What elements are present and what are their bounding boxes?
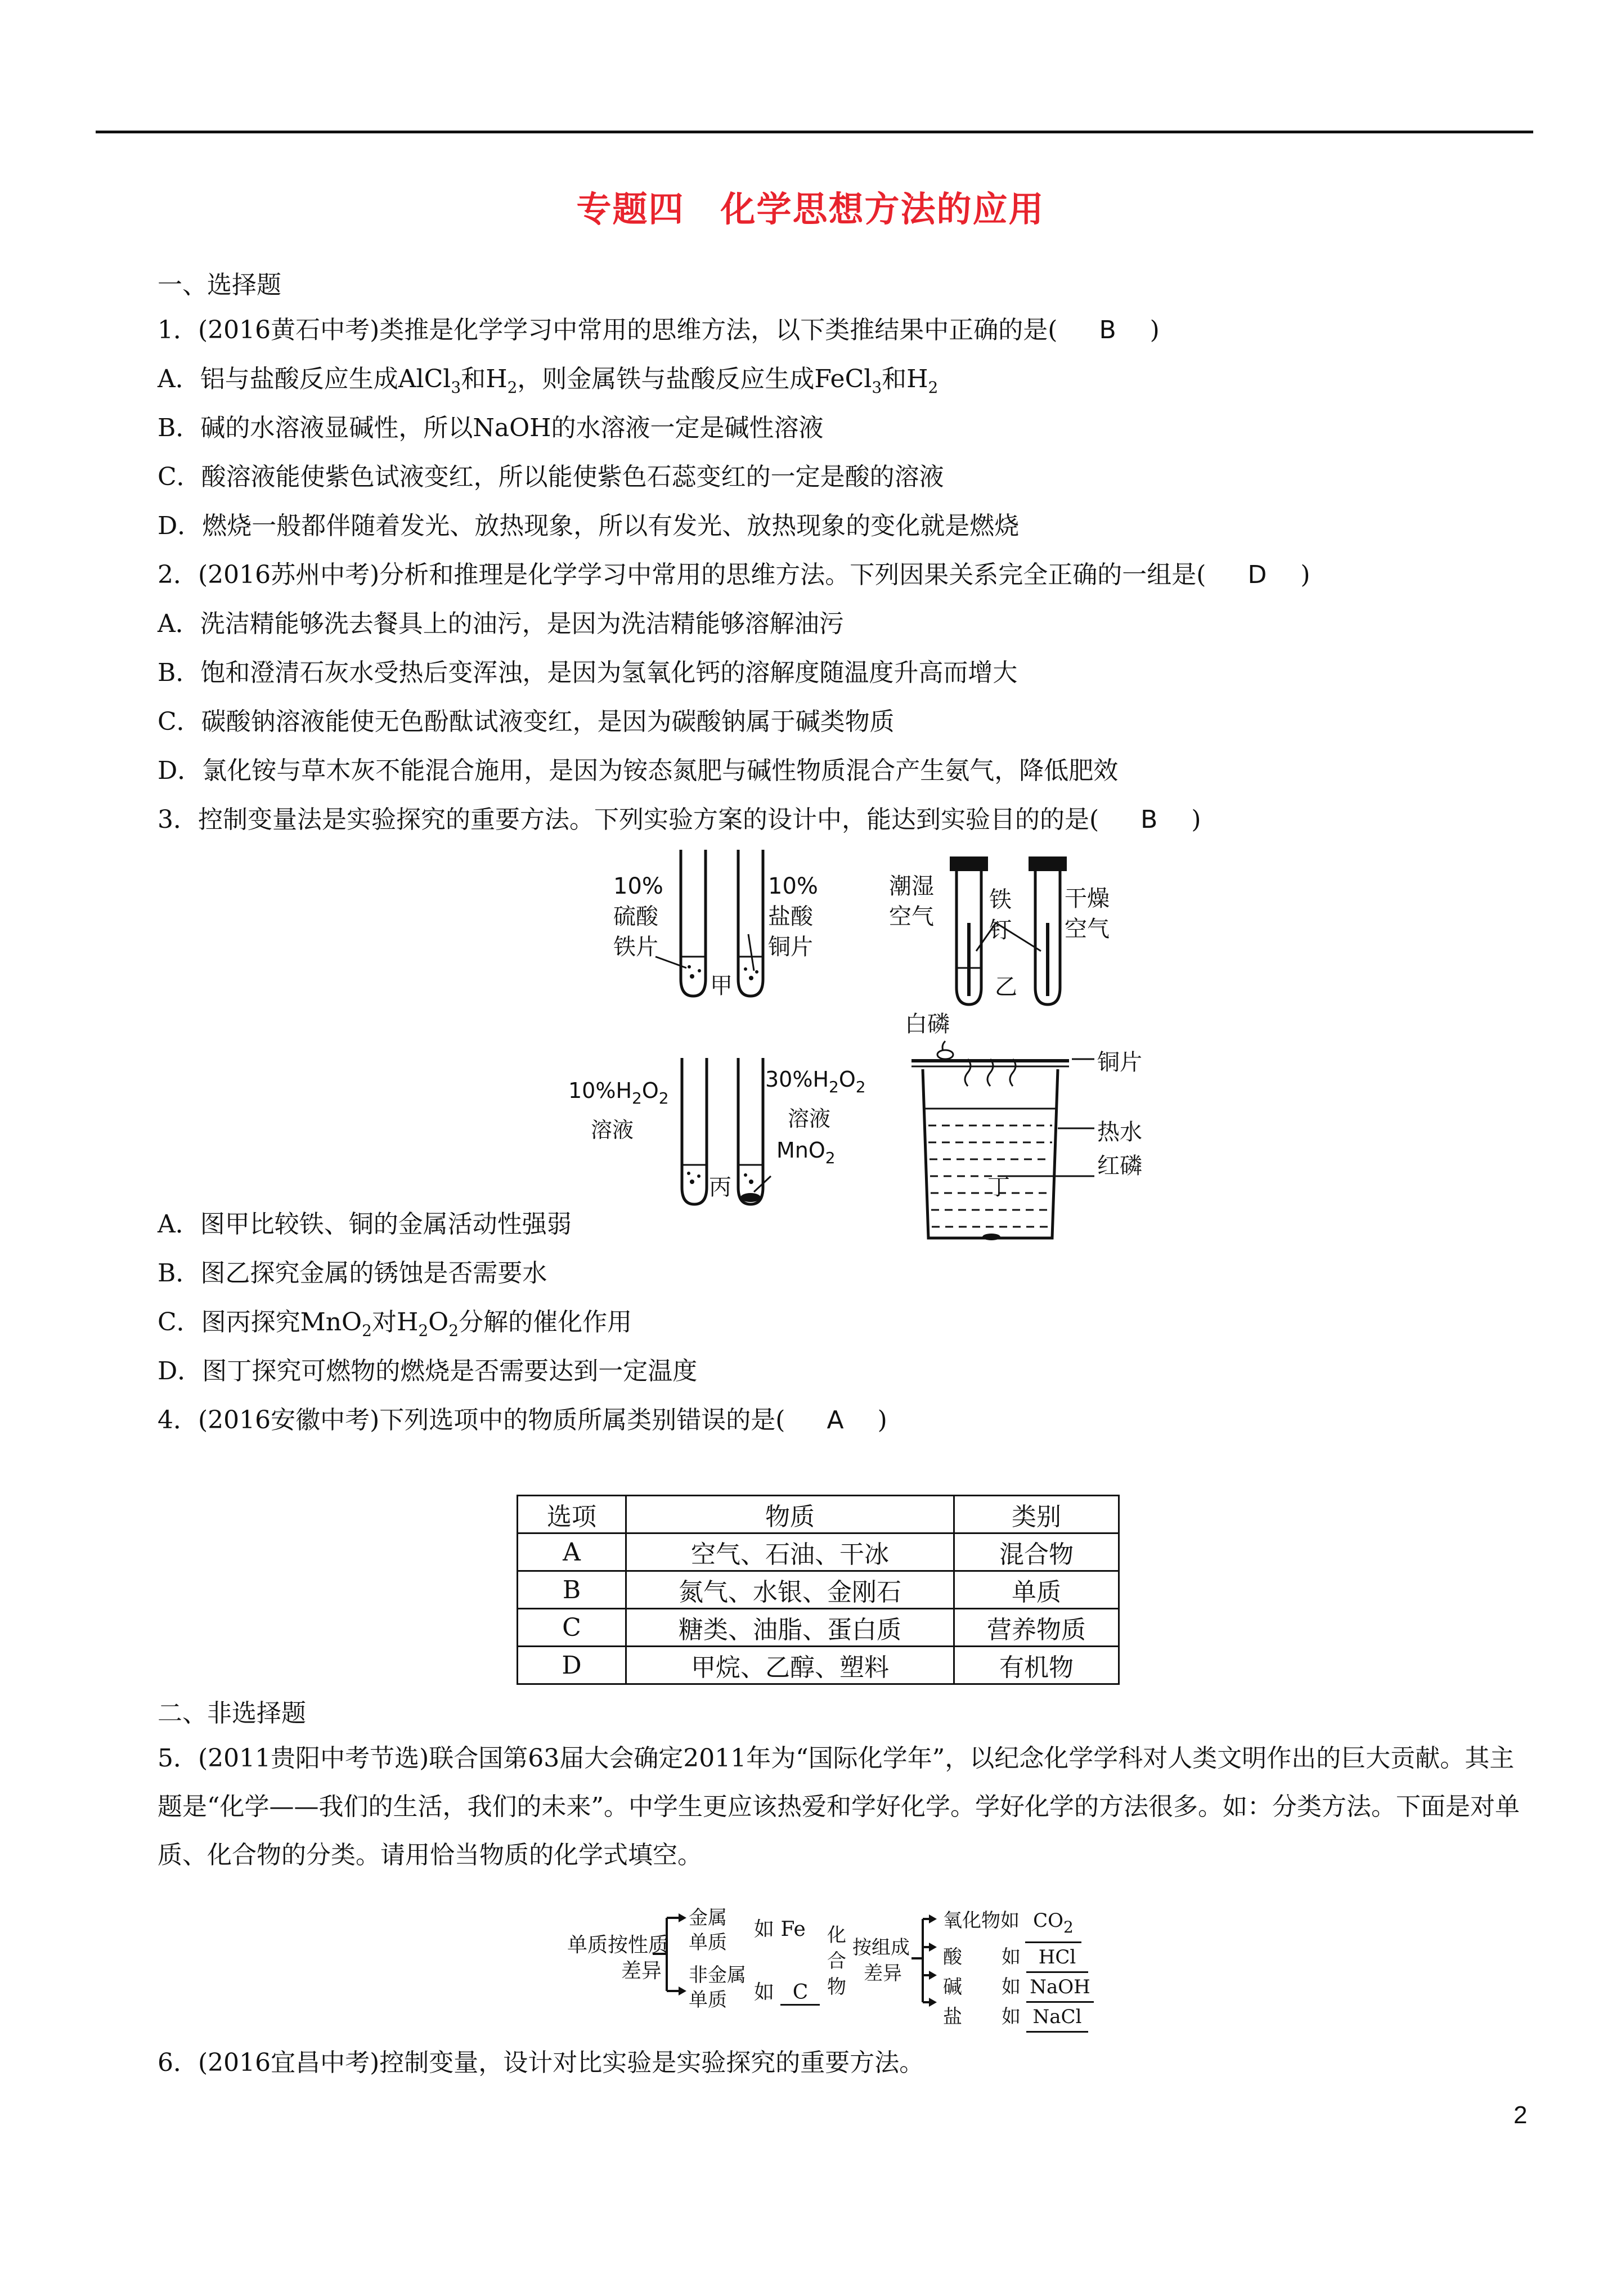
tree-nonmetal-example: [754, 1976, 820, 2006]
tree-acid-answer: HCl: [1026, 1943, 1088, 1973]
yi-mid-label-1: 铁: [989, 887, 1012, 913]
jia-right-label-2: 盐酸: [768, 904, 813, 930]
q3-c-text1: C．图丙探究MnO: [158, 1308, 362, 1337]
table-cell: 糖类、油脂、蛋白质: [626, 1609, 954, 1647]
tree-oxide: 氧化物: [943, 1909, 1000, 1932]
q2-option-c: C．碳酸钠溶液能使无色酚酞试液变红，是因为碳酸钠属于碱类物质: [158, 707, 895, 736]
q4-close: ): [877, 1406, 887, 1434]
q2-stem-text: 2．(2016苏州中考)分析和推理是化学学习中常用的思维方法。下列因果关系完全正确的一组是(: [158, 560, 1206, 589]
section-heading-nonchoice: 二、非选择题: [158, 1699, 306, 1728]
tree-ru: 如: [1002, 2006, 1021, 2028]
tree-root-diff: 差异: [621, 1959, 662, 1983]
q1-a-sub4: 2: [928, 378, 939, 397]
q3-close: ): [1191, 805, 1201, 834]
q1-a-sub2: 2: [507, 378, 518, 397]
q1-a-text3: ，则金属铁与盐酸反应生成FeCl: [517, 365, 872, 393]
tree-salt-row: [943, 2003, 1094, 2033]
tree-root-label: [567, 1932, 668, 1984]
q3-c-text2: 对H: [371, 1308, 419, 1337]
q3-c-text4: 分解的催化作用: [459, 1308, 632, 1337]
tree-salt-answer: NaCl: [1026, 2003, 1088, 2033]
q1-a-sub3: 3: [872, 378, 882, 397]
tree-acid: 酸: [943, 1946, 962, 1968]
q3-option-d: D．图丁探究可燃物的燃烧是否需要达到一定温度: [158, 1357, 698, 1385]
section-heading-choice: 一、选择题: [158, 271, 281, 299]
jia-left-label-1: 10%: [613, 873, 663, 899]
bing-l1-text: 10%H: [568, 1078, 632, 1103]
tree-oxide-answer-text: CO: [1033, 1909, 1064, 1932]
q6-text: 6．(2016宜昌中考)控制变量，设计对比实验是实验探究的重要方法。: [158, 2048, 924, 2077]
tree-compound: [827, 1922, 846, 2000]
q2-option-b: B．饱和澄清石灰水受热后变浑浊，是因为氢氧化钙的溶解度随温度升高而增大: [158, 658, 1018, 687]
table-header-cell: 选项: [518, 1496, 626, 1533]
yi-right-label-2: 空气: [1065, 916, 1110, 942]
table-cell: 混合物: [954, 1533, 1119, 1571]
q2-option-a: A．洗洁精能够洗去餐具上的油污，是因为洗洁精能够溶解油污: [158, 609, 844, 638]
table-cell: B: [518, 1571, 626, 1609]
bing-r1-sub1: 2: [829, 1078, 839, 1096]
q3-c-sub1: 2: [362, 1321, 372, 1340]
ding-label-red-phosphorus: 红磷: [1097, 1153, 1142, 1179]
tree-oxide-row: [943, 1907, 1094, 1943]
q3-c-sub2: 2: [418, 1321, 429, 1340]
tree-metal-2: 单质: [689, 1931, 727, 1954]
q1-a-text4: 和H: [882, 365, 928, 393]
ding-label-white-phosphorus: 白磷: [905, 1011, 950, 1037]
bing-r1-text2: O: [838, 1067, 856, 1092]
bing-l1-sub2: 2: [658, 1089, 669, 1107]
tree-nonmetal-2: 单质: [689, 1989, 727, 2011]
tree-metal: [689, 1905, 727, 1955]
table-header-cell: 类别: [954, 1496, 1119, 1533]
figure-caption-bing: 丙: [709, 1174, 731, 1200]
tree-compound-types: [943, 1907, 1094, 2033]
bing-r1-sub2: 2: [855, 1078, 866, 1096]
tree-root-row2: [567, 1958, 668, 1984]
tree-compound-2: 合: [827, 1950, 846, 1972]
q4-stem-text: 4．(2016安徽中考)下列选项中的物质所属类别错误的是(: [158, 1406, 785, 1434]
bing-l1-sub1: 2: [632, 1089, 642, 1107]
page-title: 专题四 化学思想方法的应用: [576, 189, 1045, 230]
q1-option-d: D．燃烧一般都伴随着发光、放热现象，所以有发光、放热现象的变化就是燃烧: [158, 512, 1020, 540]
tree-root-word1: 单质: [567, 1934, 608, 1957]
figure-caption-jia: 甲: [710, 973, 733, 999]
bing-r3-sub: 2: [825, 1149, 836, 1167]
jia-left-label-2: 硫酸: [613, 904, 658, 930]
tree-compound-1: 化: [827, 1924, 846, 1947]
q5-text: 5．(2011贵阳中考节选)联合国第63届大会确定2011年为“国际化学年”，以纪念化学学科对人类文明作出的巨大贡献。其主题是“化学——我们的生活，我们的未来”。中学生更应该热爱和学好化学。学好化学的方法很多。如：分类方法。下面是对单质、化合物的分类。请用恰当物质的化学式填空。: [158, 1744, 1520, 1869]
table-cell: 有机物: [954, 1647, 1119, 1684]
bing-r1-text: 30%H: [765, 1067, 829, 1092]
tree-metal-example: 如 Fe: [754, 1918, 806, 1941]
bing-right-label-2: 溶液: [788, 1106, 831, 1131]
tree-metal-1: 金属: [689, 1907, 727, 1929]
table-cell: 甲烷、乙醇、塑料: [626, 1647, 954, 1684]
table-cell: 氮气、水银、金刚石: [626, 1571, 954, 1609]
q1-option-b: B．碱的水溶液显碱性，所以NaOH的水溶液一定是碱性溶液: [158, 414, 824, 442]
table-cell: 单质: [954, 1571, 1119, 1609]
table-cell: 营养物质: [954, 1609, 1119, 1647]
table-cell: C: [518, 1609, 626, 1647]
jia-right-label-1: 10%: [768, 873, 818, 899]
q2-option-d: D．氯化铵与草木灰不能混合施用，是因为铵态氮肥与碱性物质混合产生氨气，降低肥效: [158, 756, 1119, 785]
yi-right-label-1: 干燥: [1065, 886, 1110, 912]
q1-close: ): [1149, 316, 1160, 344]
ding-label-hot-water: 热水: [1097, 1119, 1142, 1145]
q4-answer: A: [827, 1406, 844, 1434]
table-cell: 空气、石油、干冰: [626, 1533, 954, 1571]
yi-left-label-2: 空气: [889, 904, 934, 930]
tree-by-2: 差异: [864, 1962, 902, 1985]
figure-caption-yi: 乙: [995, 974, 1017, 1000]
q1-a-sub1: 3: [451, 378, 461, 397]
tree-ru: 如: [1002, 1976, 1021, 1998]
table-cell: D: [518, 1647, 626, 1684]
q2-answer: D: [1247, 560, 1267, 589]
q1-stem-text: 1．(2016黄石中考)类推是化学学习中常用的思维方法，以下类推结果中正确的是(: [158, 316, 1058, 344]
table-header-cell: 物质: [626, 1496, 954, 1533]
page-number: 2: [1514, 2101, 1528, 2129]
tree-oxide-answer: [1025, 1907, 1081, 1943]
figure-caption-ding: 丁: [987, 1174, 1010, 1200]
q1-a-text1: A．铝与盐酸反应生成AlCl: [158, 365, 451, 393]
tree-nonmetal-answer: C: [780, 1981, 820, 2006]
tree-base-answer: NaOH: [1026, 1973, 1094, 2003]
tree-ru: 如: [1002, 1946, 1021, 1968]
tree-oxide-answer-sub: 2: [1063, 1918, 1074, 1936]
q1-option-c: C．酸溶液能使紫色试液变红，所以能使紫色石蕊变红的一定是酸的溶液: [158, 463, 944, 491]
q3-option-b: B．图乙探究金属的锈蚀是否需要水: [158, 1259, 547, 1288]
q1-a-text2: 和H: [461, 365, 508, 393]
jia-left-label-3: 铁片: [613, 934, 658, 960]
q2-close: ): [1300, 560, 1310, 589]
tree-root-by: 按性质: [608, 1934, 669, 1957]
table-cell: A: [518, 1533, 626, 1571]
jia-right-label-3: 铜片: [768, 934, 813, 960]
tree-nonmetal-1: 非金属: [689, 1964, 746, 1986]
bing-l1-text2: O: [641, 1078, 659, 1103]
tree-nonmetal: [689, 1963, 746, 2012]
tree-by-1: 按组成: [852, 1936, 910, 1959]
tree-ru: 如: [1000, 1909, 1020, 1932]
q3-answer: B: [1140, 805, 1158, 834]
q3-option-a: A．图甲比较铁、铜的金属活动性强弱: [158, 1210, 572, 1239]
bing-left-label-2: 溶液: [591, 1118, 634, 1142]
tree-root-row1: [567, 1932, 668, 1958]
q3-stem-text: 3．控制变量法是实验探究的重要方法。下列实验方案的设计中，能达到实验目的的是(: [158, 805, 1099, 834]
yi-left-label-1: 潮湿: [889, 873, 934, 899]
tree-acid-row: [943, 1943, 1094, 1973]
tree-salt: 盐: [943, 2006, 962, 2028]
tree-base: 碱: [943, 1976, 962, 1998]
tree-nonmetal-ru: 如: [754, 1981, 775, 2004]
ding-label-copper-sheet: 铜片: [1097, 1050, 1142, 1075]
tree-base-row: [943, 1973, 1094, 2003]
tree-by-composition: [852, 1935, 910, 1986]
q1-answer: B: [1099, 316, 1116, 344]
bing-r3-text: MnO: [776, 1138, 825, 1163]
tree-compound-3: 物: [827, 1976, 846, 1998]
yi-mid-label-2: 钉: [989, 917, 1012, 943]
q3-c-sub3: 2: [448, 1321, 459, 1340]
q3-c-text3: O: [428, 1308, 449, 1337]
